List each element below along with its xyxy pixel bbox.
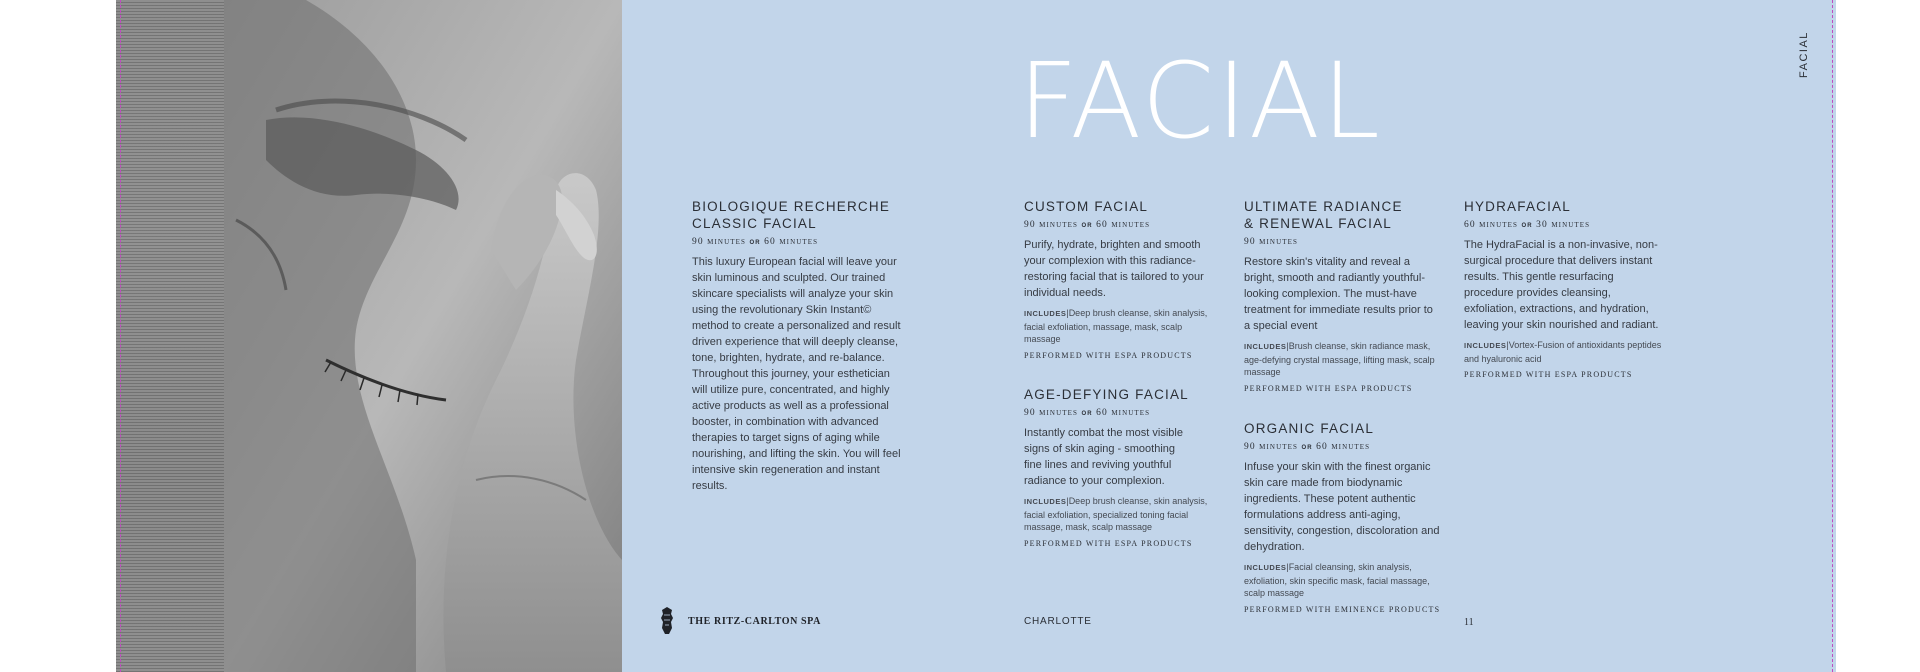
service-description: Purify, hydrate, brighten and smooth your complexion with this radiance-restoring facial that is tailored to your individual needs. <box>1024 239 1204 299</box>
face-illustration <box>116 0 622 672</box>
service-includes: INCLUDES|Vortex-Fusion of antioxidants peptides and hyaluronic acid <box>1464 340 1662 364</box>
service-includes: INCLUDES|Facial cleansing, skin analysis, exfoliation, skin specific mask, facial massage, scalp massage <box>1244 562 1430 598</box>
crop-mark-right <box>1832 0 1833 672</box>
page-title: FACIAL <box>1018 40 1382 162</box>
service-biologique-recherche <box>692 198 904 494</box>
section-tab-label: FACIAL <box>1798 31 1810 78</box>
service-performed-with: PERFORMED WITH ESPA PRODUCTS <box>1024 350 1193 360</box>
service-duration: 90 minutes or 60 minutes <box>1024 220 1151 230</box>
service-description: The HydraFacial is a non-invasive, non-surgical procedure that delivers instant results. This gentle resurfacing procedure provides cleansing, exfoliation, extractions, and hydration, leaving your skin nourished and radiant. <box>1464 239 1659 331</box>
facial-photo <box>116 0 622 672</box>
service-performed-with: PERFORMED WITH EMINENCE PRODUCTS <box>1244 604 1441 614</box>
service-description: Restore skin's vitality and reveal a bright, smooth and radiantly youthful-looking complexion. The must-have treatment for immediate results prior to a special event <box>1244 256 1433 332</box>
service-name: CUSTOM FACIAL <box>1024 199 1149 214</box>
service-age-defying-facial <box>1024 386 1224 548</box>
service-performed-with: PERFORMED WITH ESPA PRODUCTS <box>1464 370 1633 379</box>
brand-name: THE RITZ-CARLTON SPA <box>688 615 821 627</box>
service-ultimate-radiance <box>1244 198 1440 393</box>
service-name: AGE-DEFYING FACIAL <box>1024 387 1189 402</box>
service-duration: 90 minutes <box>1244 237 1298 247</box>
service-description: Infuse your skin with the finest organic skin care made from biodynamic ingredients. These potent authentic formulations address anti-aging, sensitivity, congestion, discoloration and dehydration. <box>1244 461 1440 553</box>
service-duration: 90 minutes or 60 minutes <box>1024 408 1151 418</box>
lion-crest-icon <box>658 606 676 636</box>
service-duration: 60 minutes or 30 minutes <box>1464 220 1591 230</box>
service-hydrafacial <box>1464 198 1666 379</box>
service-duration: 90 minutes or 60 minutes <box>692 237 819 247</box>
page-number: 11 <box>1464 617 1474 628</box>
service-performed-with: PERFORMED WITH ESPA PRODUCTS <box>1024 538 1193 548</box>
service-includes: INCLUDES|Deep brush cleanse, skin analysis, facial exfoliation, specialized toning facial massage, mask, scalp massage <box>1024 496 1208 532</box>
service-description: This luxury European facial will leave your skin luminous and sculpted. Our trained skincare specialists will analyze your skin using the revolutionary Skin Instant© method to create a personalized and result driven experience that will deeply cleanse, tone, brighten, hydrate, and re-balance. Throughout this journey, your esthetician will utilize pure, concentrated, and highly active products as well as a professional booster, in combination with advanced therapies to target signs of aging while nourishing, and lifting the skin. You will feel intensive skin regeneration and instant results. <box>692 256 901 492</box>
crop-mark-left <box>120 0 121 672</box>
service-name: ORGANIC FACIAL <box>1244 421 1375 436</box>
service-name-line2: & RENEWAL FACIAL <box>1244 216 1392 231</box>
service-name: ULTIMATE RADIANCE <box>1244 199 1403 214</box>
service-includes: INCLUDES|Brush cleanse, skin radiance mask, age-defying crystal massage, lifting mask, scalp massage <box>1244 341 1435 377</box>
right-margin <box>1836 0 1920 672</box>
service-custom-facial <box>1024 198 1220 360</box>
ritz-carlton-logo <box>658 606 821 636</box>
service-performed-with: PERFORMED WITH ESPA PRODUCTS <box>1244 383 1413 393</box>
service-name: HYDRAFACIAL <box>1464 199 1571 214</box>
service-organic-facial <box>1244 420 1448 614</box>
footer-city: CHARLOTTE <box>1024 616 1092 627</box>
service-description: Instantly combat the most visible signs of skin aging - smoothing fine lines and reviving youthful radiance to your complexion. <box>1024 427 1183 487</box>
service-includes: INCLUDES|Deep brush cleanse, skin analysis, facial exfoliation, massage, mask, scalp massage <box>1024 308 1208 344</box>
left-margin <box>0 0 116 672</box>
service-name-line2: CLASSIC FACIAL <box>692 216 817 231</box>
service-duration: 90 minutes or 60 minutes <box>1244 442 1371 452</box>
service-name: BIOLOGIQUE RECHERCHE <box>692 199 891 214</box>
